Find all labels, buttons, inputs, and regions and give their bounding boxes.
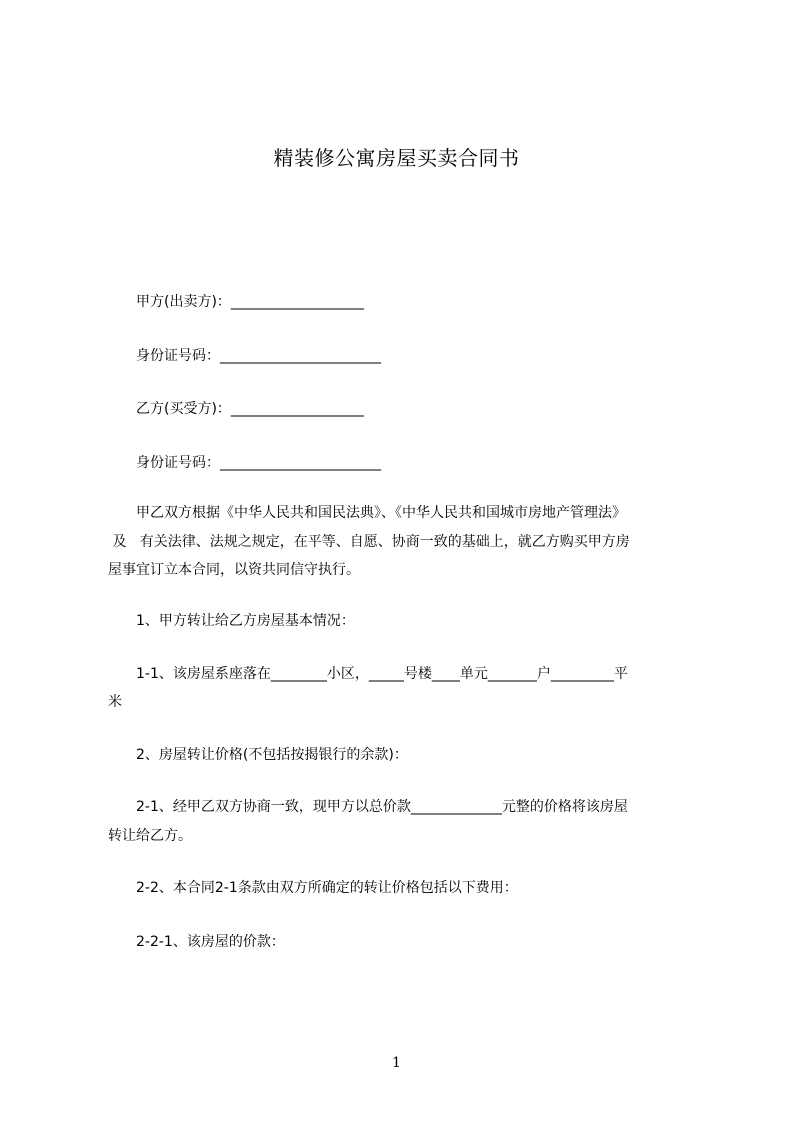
clause-2-1-line-1: 2-1、经甲乙双方协商一致，现甲方以总价款_____________元整的价格将该房屋 (136, 799, 628, 815)
party-b-id-field: 身份证号码：_______________________ (136, 455, 381, 471)
clause-2-2-1: 2-2-1、该房屋的价款： (136, 934, 285, 950)
document-title: 精装修公寓房屋买卖合同书 (273, 146, 520, 170)
page-number: 1 (392, 1055, 401, 1071)
intro-line-2: 及 有关法律、法规之规定，在平等、自愿、协商一致的基础上，就乙方购买甲方房 (108, 534, 630, 550)
intro-line-1: 甲乙双方根据《中华人民共和国民法典》、《中华人民共和国城市房地产管理法》 (136, 505, 626, 521)
party-a-id-field: 身份证号码：_______________________ (136, 348, 381, 364)
intro-line-3: 屋事宜订立本合同，以资共同信守执行。 (108, 562, 360, 578)
clause-1-1-line-2: 米 (108, 694, 122, 710)
clause-1: 1、甲方转让给乙方房屋基本情况： (136, 613, 355, 629)
party-b-field: 乙方(买受方)：___________________ (136, 401, 364, 417)
clause-2-1-line-2: 转让给乙方。 (108, 828, 192, 844)
clause-2: 2、房屋转让价格(不包括按揭银行的余款)： (136, 747, 408, 763)
party-a-field: 甲方(出卖方)：___________________ (136, 294, 364, 310)
clause-2-2: 2-2、本合同2-1条款由双方所确定的转让价格包括以下费用： (136, 880, 518, 896)
clause-1-1-line-1: 1-1、该房屋系座落在________小区，_____号楼____单元_______户_________平 (136, 666, 628, 682)
